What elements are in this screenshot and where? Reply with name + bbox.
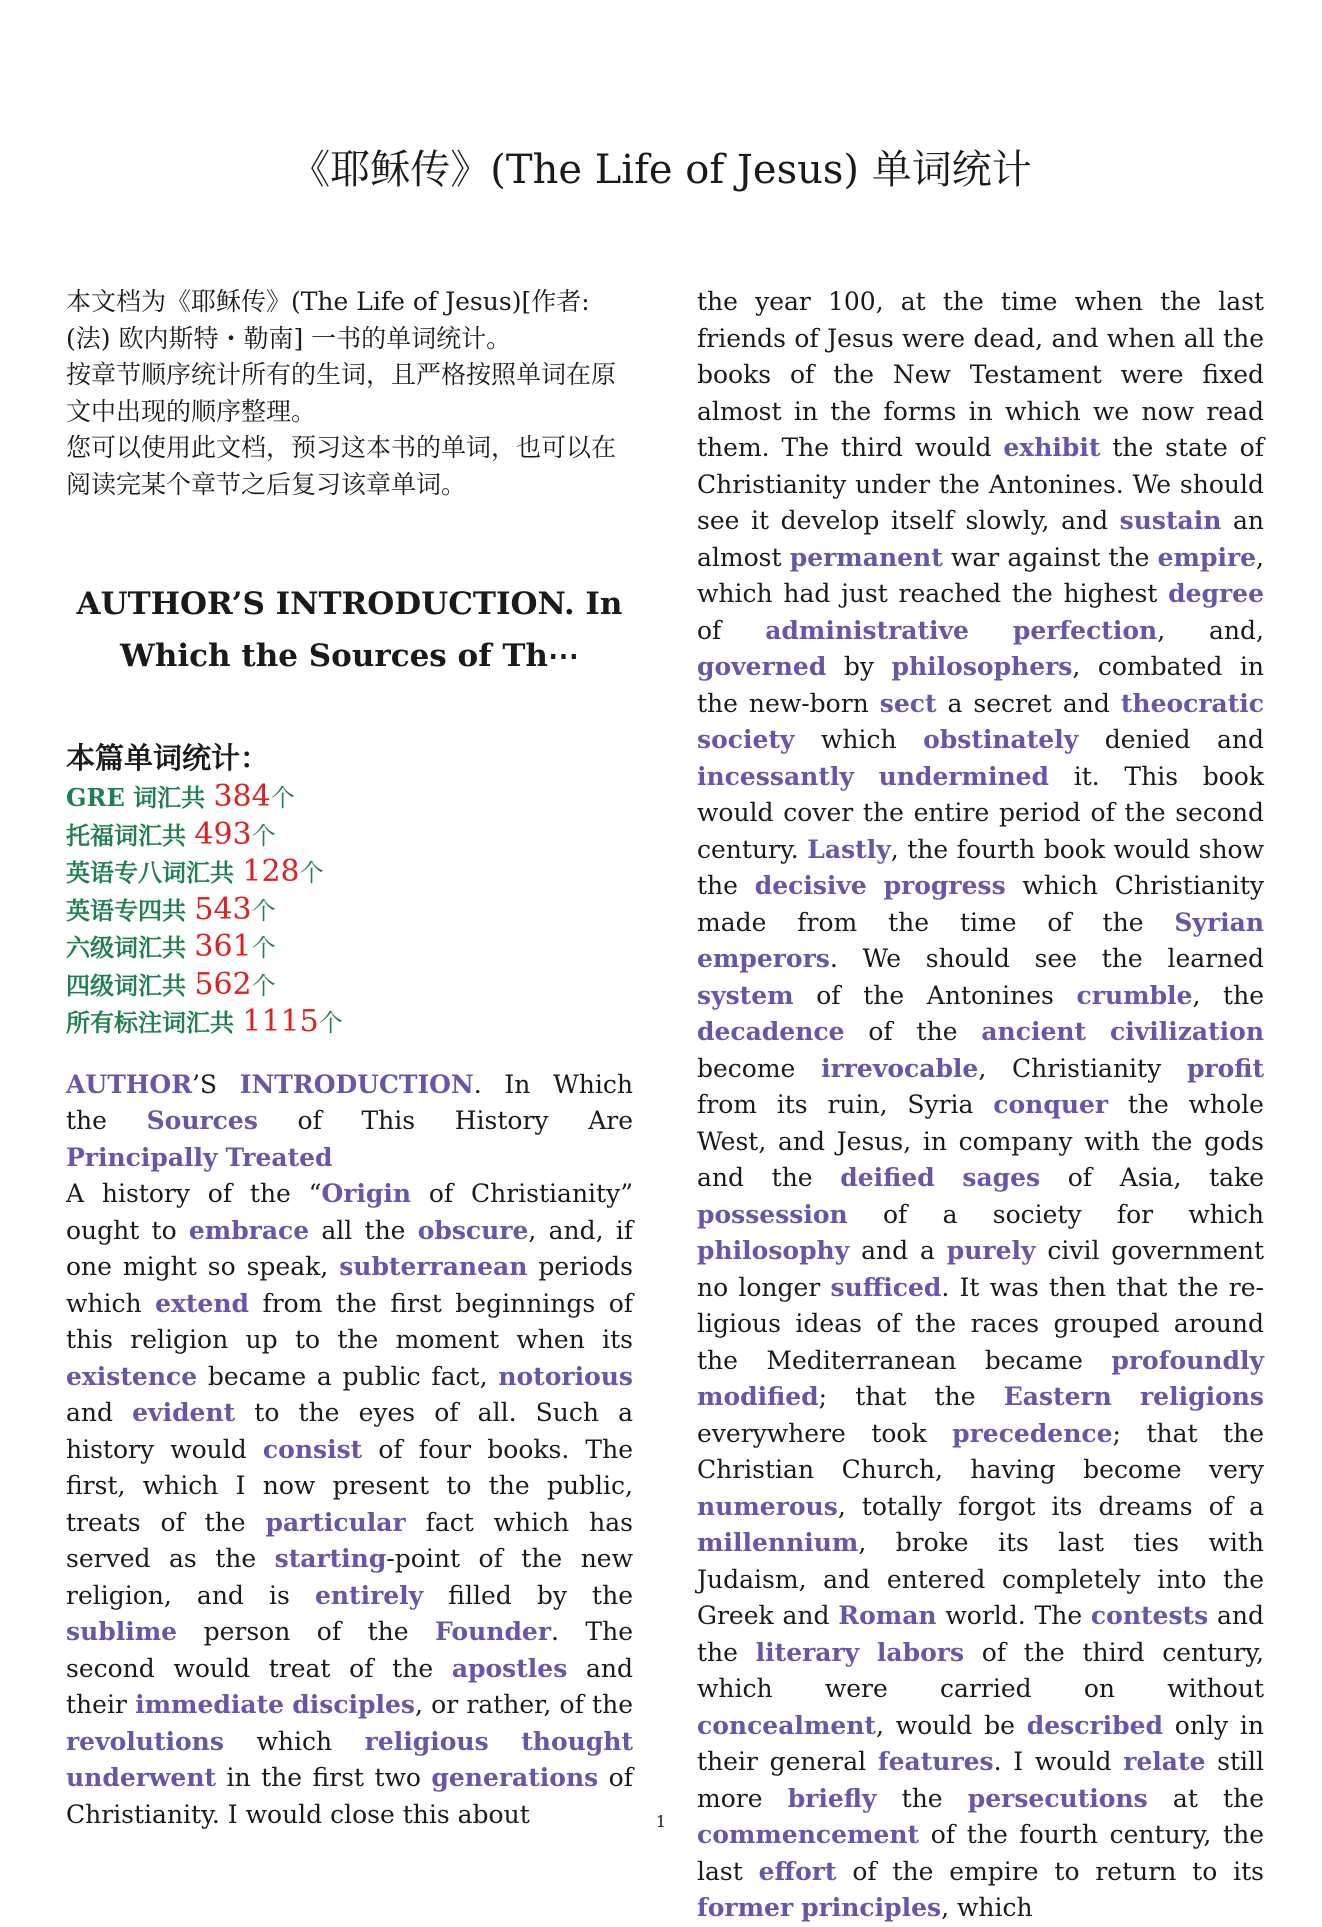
text-run: from the first beginnings of this religion up to the moment when its [66,1288,634,1354]
vocab-word: briefly [787,1783,877,1813]
vocab-word: governed [697,652,827,681]
vocab-word: features [877,1747,994,1776]
vocab-word: sustain [1119,506,1222,535]
vocab-word: commencement [697,1820,920,1849]
text-run: . In Which the [66,1069,633,1135]
section-title-line [66,1067,633,1177]
text-run: , combated in the new-born [697,652,1264,718]
vocab-word: labors [876,1637,965,1667]
stat-count: 493 [194,816,252,852]
vocab-word: revolutions [66,1726,224,1756]
vocab-word: effort [758,1856,837,1886]
vocab-word: evident [132,1398,236,1427]
text-run: and a [849,1236,947,1265]
text-run: of the empire to return to its [836,1856,1264,1886]
stat-row-cet6 [66,929,633,967]
text-run: only in their general [697,1710,1265,1776]
vocab-word: progress [883,871,1006,900]
vocab-word: AUTHOR [66,1069,192,1099]
vocab-word: described [1026,1710,1163,1740]
text-run [489,1727,522,1756]
stat-count: 562 [194,966,252,1002]
vocab-word: apostles [451,1653,568,1683]
text-run: , totally forgot its dreams of a [837,1491,1264,1521]
vocab-word: Syrian [1174,907,1264,937]
vocab-word: Sources [146,1106,258,1135]
vocab-word: persecutions [967,1783,1148,1813]
text-run: it. This book would cover the entire period of the second century. [697,761,1264,864]
vocab-word: philosophers [891,652,1073,681]
stats-title: 本篇单词统计： [66,741,270,775]
vocab-word: Lastly [807,834,891,864]
text-run: , and, [1157,615,1264,645]
text-run: which [223,1726,365,1756]
vocab-word: exhibit [1003,433,1101,462]
stat-label: 所有标注词汇共 [66,1008,243,1037]
stat-label: 托福词汇共 [66,820,195,850]
vocab-word: permanent [789,542,943,572]
right-column [697,284,1264,1927]
vocab-word: embrace [188,1215,310,1245]
vocab-word: starting [274,1544,387,1573]
vocab-word: INTRODUCTION [239,1069,474,1099]
text-run: still more [697,1747,1265,1813]
vocab-word: religious [364,1726,489,1756]
text-run: , which had just reached the highest [697,542,1264,608]
vocab-word: empire [1157,542,1257,572]
vocab-word: possession [697,1199,848,1229]
text-run: -point of the new religion, and is [66,1544,633,1610]
text-run [969,616,1013,645]
vocab-word: Founder [435,1617,551,1646]
vocab-word: perfection [1012,615,1158,645]
vocab-word: precedence [952,1418,1113,1448]
text-run: . It was then that the religious ideas of the races grouped around the Mediterranean became [697,1272,1264,1375]
text-run: from its ruin, Syria [697,1090,994,1119]
vocab-word: conquer [993,1090,1109,1119]
text-run: to the eyes of all. Such a history would [66,1398,633,1464]
text-run: which [794,725,924,754]
vocab-word: obstinately [923,725,1079,754]
vocab-word: obscure [417,1215,529,1245]
vocab-word: generations [431,1763,599,1792]
text-run: war against the [942,542,1158,572]
vocab-word: immediate [135,1690,285,1719]
text-run: denied and [1078,725,1264,754]
stat-unit: 个 [251,896,276,925]
vocab-word: Roman [838,1601,937,1630]
vocab-word: purely [946,1236,1036,1265]
stat-label: GRE 词汇共 [66,783,214,812]
stat-unit: 个 [299,859,324,887]
text-run: periods which [66,1252,633,1318]
stat-row-gre [66,779,633,817]
vocab-word: consist [262,1434,363,1464]
text-run: , and, if one might so speak, [66,1215,633,1281]
page-title: 《耶稣传》(The Life of Jesus) 单词统计 [290,147,1032,193]
vocab-word: Eastern [1003,1382,1112,1411]
vocab-word: subterranean [339,1252,528,1281]
text-run: . The second would treat of the [66,1617,634,1683]
text-run: in the first two [216,1763,432,1792]
text-run: of Christianity” ought to [66,1179,633,1245]
vocab-word: extend [155,1288,249,1318]
stat-count: 384 [213,779,271,814]
text-run: world. The [936,1601,1091,1630]
text-run: at the [1147,1783,1264,1813]
text-run: of [697,615,766,645]
text-run [218,1143,226,1172]
text-run: person of the [177,1617,436,1646]
text-run: , or rather, of the [415,1690,633,1719]
text-run: all the [309,1215,418,1245]
stat-row-tem4 [66,892,633,930]
intro-paragraph: 按章节顺序统计所有的生词，且严格按照单词在原文中出现的顺序整理。 [66,360,617,426]
text-run: , broke its last ties with Judaism, and entered completely into the Greek and [697,1528,1264,1630]
vocab-word: system [697,980,794,1010]
text-run: the year 100, at the time when the last friends of Jesus were dead, and when all the books of the New Testament were fixed almost in the forms in which we now read them. The third would [697,287,1264,462]
text-run: which Christianity made from the time of the [697,871,1265,937]
stat-count: 1115 [242,1004,319,1039]
vocab-word: Treated [225,1142,333,1172]
vocab-word: civilization [1109,1017,1264,1046]
vocab-word: existence [66,1361,198,1391]
text-run: of four books. The first, which I now present to the public, treats of the [66,1434,633,1537]
vocab-word: principles [801,1893,942,1922]
stat-unit: 个 [251,971,276,1000]
vocab-word: sect [879,688,937,718]
text-run [867,871,884,900]
vocab-word: relate [1123,1747,1206,1776]
text-run: the [876,1783,968,1813]
vocab-word: modified [697,1382,819,1411]
text-run: the state of Christianity under the Antonines. We should see it develop itself slowly, and [697,433,1264,535]
vocab-word: philosophy [697,1236,850,1265]
text-run: , the [1192,980,1264,1010]
text-run: filled by the [423,1580,633,1610]
text-run: fact which has served as the [66,1507,633,1573]
vocab-word: disciples [292,1690,416,1719]
stat-label: 英语专八词汇共 [66,858,243,887]
text-run: and the [697,1601,1264,1667]
text-run: became a public fact, [197,1361,499,1391]
text-run: , the fourth book would show the [697,834,1265,900]
stat-count: 128 [242,854,300,889]
text-run: a secret and [936,688,1121,718]
stat-unit: 个 [251,934,276,962]
vocab-word: theocratic [1120,688,1265,718]
vocab-word: deified [840,1163,935,1192]
stat-count: 543 [194,891,252,927]
text-run: of This History Are [257,1106,634,1135]
vocab-word: profoundly [1111,1345,1264,1375]
stat-count: 361 [194,929,252,964]
text-run [1086,1017,1110,1046]
stat-unit: 个 [251,821,276,850]
stat-row-tem8 [66,854,633,892]
text-run: and [66,1398,133,1427]
vocab-word: concealment [697,1710,876,1740]
text-run: of the third century, which were carried on without [697,1637,1265,1703]
text-run [793,1893,801,1922]
vocab-word: contests [1090,1601,1209,1630]
text-run: become [697,1053,822,1083]
text-run: , which [941,1893,1033,1922]
vocab-word: decisive [754,871,867,900]
text-run [859,1638,877,1667]
text-run: , would be [875,1710,1027,1740]
vocab-word: undermined [878,761,1050,791]
text-run [854,762,879,791]
vocab-word: sublime [66,1617,178,1646]
stat-row-cet4 [66,967,633,1005]
vocab-word: entirely [314,1580,424,1610]
vocab-word: decadence [697,1017,845,1046]
text-run: of Christianity. I would close this about [66,1763,633,1829]
vocab-word: numerous [697,1491,838,1521]
text-run: civil government no longer [697,1236,1264,1302]
stat-unit: 个 [270,784,295,812]
chapter-heading: AUTHOR’S INTRODUCTION. In Which the Sources of Th⋯ [76,586,623,674]
vocab-word: thought [521,1726,633,1756]
text-run: of the [844,1017,982,1046]
vocab-word: profit [1186,1053,1264,1083]
vocab-word: society [697,725,795,754]
text-run: and their [66,1653,633,1719]
text-run [935,1163,963,1192]
stats-list [66,779,633,1042]
intro-paragraph: 本文档为《耶稣传》(The Life of Jesus)[作者:(法) 欧内斯特・勒南] 一书的单词统计。 [66,287,590,353]
text-run: ; that the [818,1382,1004,1411]
vocab-word: literary [755,1637,860,1667]
vocab-word: underwent [66,1763,217,1792]
text-run: ; that the Christian Church, having become very [697,1418,1264,1484]
text-run: of the fourth century, the last [697,1820,1264,1886]
text-run: of Asia, take [1040,1163,1264,1192]
vocab-word: millennium [697,1528,859,1557]
text-run: , Christianity [978,1053,1187,1083]
vocab-word: Principally [66,1142,218,1172]
text-run: ’S [191,1069,240,1099]
text-run: . I would [993,1747,1124,1776]
stat-label: 四级词汇共 [66,970,195,1000]
vocab-word: former [697,1893,794,1922]
vocab-word: crumble [1076,980,1193,1010]
vocab-word: ancient [981,1017,1087,1046]
vocab-word: particular [265,1507,406,1537]
vocab-word: sages [962,1163,1041,1192]
vocab-word: notorious [498,1361,633,1391]
text-run: an almost [697,506,1265,572]
vocab-word: administrative [765,615,969,645]
text-run: . We should see the learned [829,944,1264,973]
vocab-word: religions [1140,1382,1264,1411]
stat-row-total [66,1004,633,1042]
vocab-word: emperors [697,944,830,973]
text-run: everywhere took [697,1418,953,1448]
left-column [66,284,633,1833]
text-run: A history of the “ [66,1179,322,1208]
page-number: 1 [655,1812,667,1831]
text-run: the whole West, and Jesus, in company with the gods and the [697,1090,1264,1192]
intro-paragraph: 您可以使用此文档，预习这本书的单词，也可以在阅读完某个章节之后复习该章单词。 [66,433,617,499]
stat-unit: 个 [318,1009,343,1037]
body-paragraph [66,1176,633,1833]
text-run: of the Antonines [793,980,1077,1010]
stat-label: 六级词汇共 [66,933,195,962]
vocab-word: degree [1168,579,1264,608]
text-run: of a society for which [847,1199,1264,1229]
vocab-word: irrevocable [821,1053,979,1083]
vocab-word: incessantly [697,761,854,791]
vocab-word: Origin [321,1179,412,1208]
vocab-word: sufficed [830,1272,942,1302]
stat-label: 英语专四共 [66,895,195,925]
intro-block [66,284,633,503]
text-run: by [826,652,892,681]
stat-row-toefl [66,817,633,855]
text-run [1112,1382,1140,1411]
body-paragraph [697,284,1264,1927]
